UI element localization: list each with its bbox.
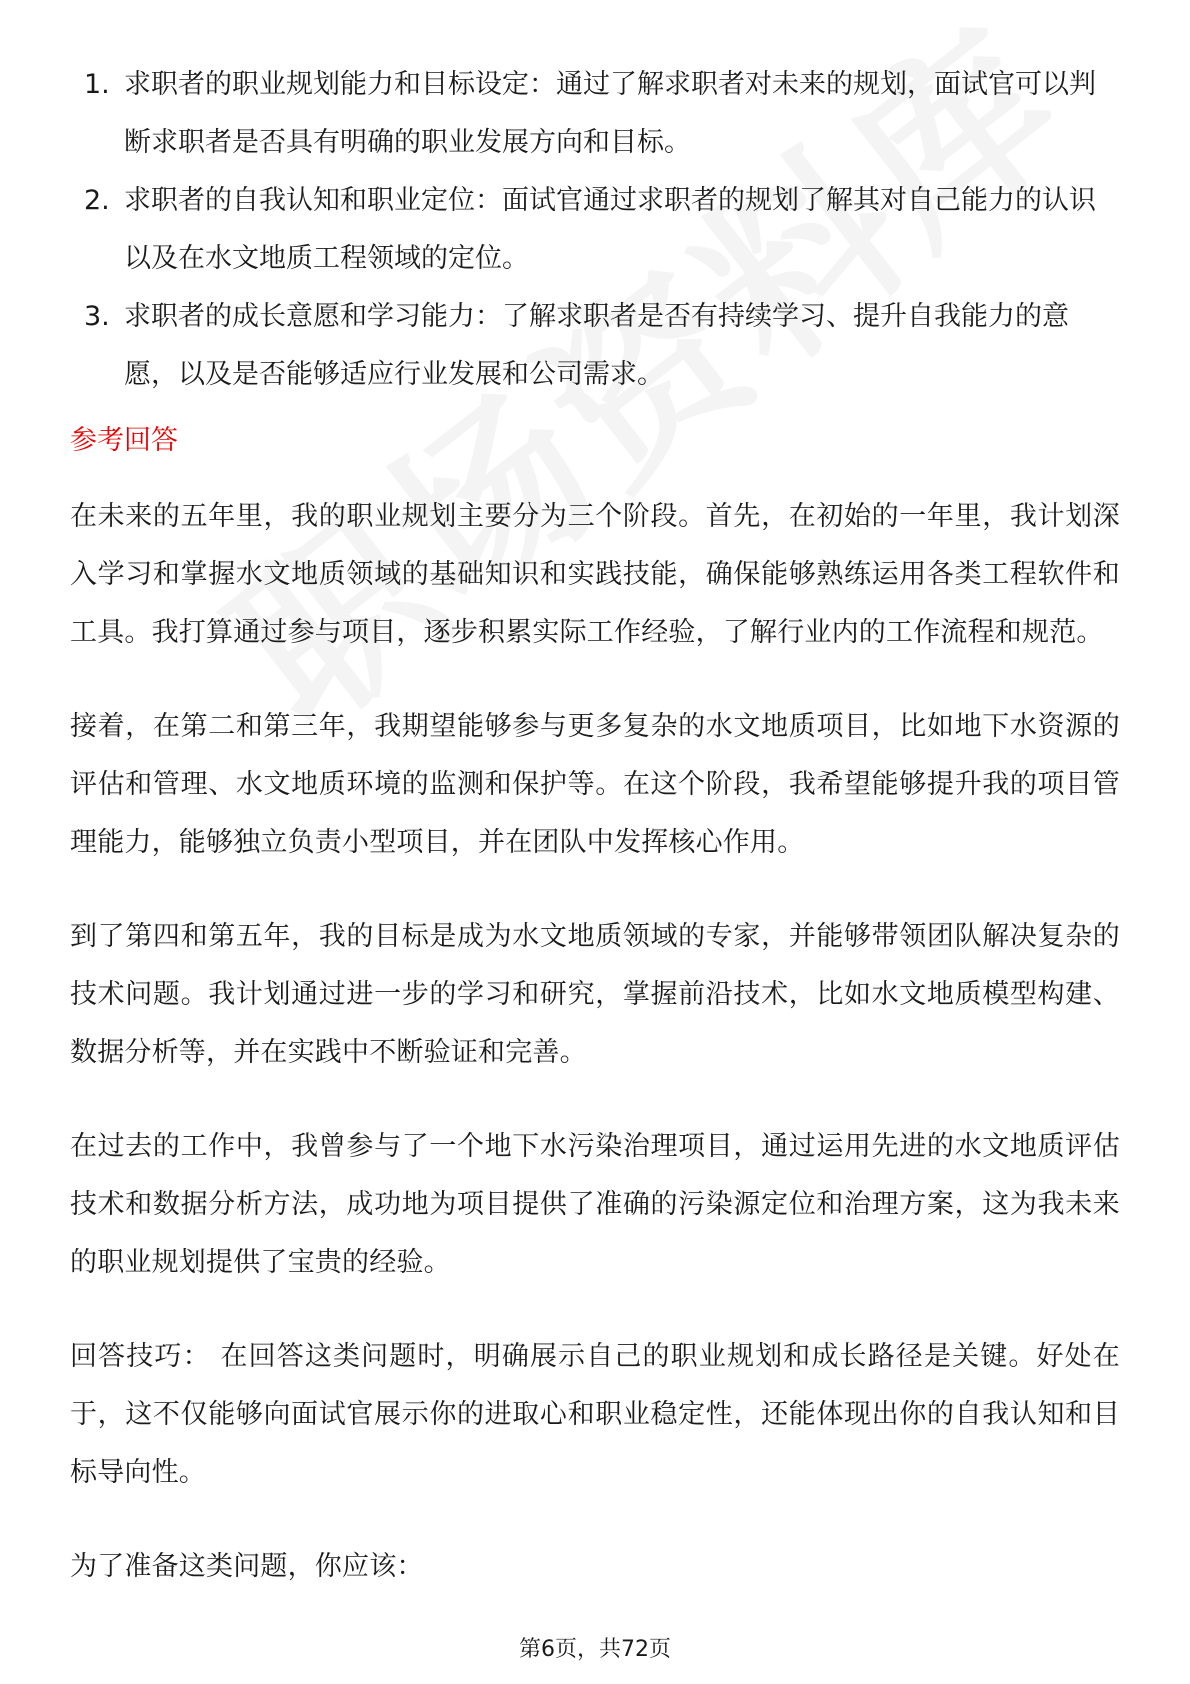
list-item-text: 求职者的成长意愿和学习能力：了解求职者是否有持续学习、提升自我能力的意愿，以及是否能够适应行业发展和公司需求。 (124, 301, 1069, 390)
list-item (70, 56, 1120, 172)
paragraph: 到了第四和第五年，我的目标是成为水文地质领域的专家，并能够带领团队解决复杂的技术问题。我计划通过进一步的学习和研究，掌握前沿技术，比如水文地质模型构建、数据分析等，并在实践中不断验证和完善。 (70, 921, 1120, 1068)
list-item-text: 求职者的自我认知和职业定位：面试官通过求职者的规划了解其对自己能力的认识以及在水文地质工程领域的定位。 (124, 185, 1096, 274)
answer-tips-paragraph: 回答技巧： 在回答这类问题时，明确展示自己的职业规划和成长路径是关键。好处在于，这不仅能够向面试官展示你的进取心和职业稳定性，还能体现出你的自我认知和目标导向性。 (70, 1341, 1120, 1488)
page-number-footer: 第6页，共72页 (519, 1637, 671, 1662)
list-item (70, 288, 1120, 404)
section-title: 参考回答 (70, 425, 178, 456)
list-item (70, 172, 1120, 288)
list-item-number: 1. (84, 69, 110, 100)
evaluation-criteria-list (70, 56, 1120, 404)
list-item-number: 3. (84, 301, 110, 332)
paragraph: 在未来的五年里，我的职业规划主要分为三个阶段。首先，在初始的一年里，我计划深入学习和掌握水文地质领域的基础知识和实践技能，确保能够熟练运用各类工程软件和工具。我打算通过参与项目，逐步积累实际工作经验，了解行业内的工作流程和规范。 (70, 501, 1120, 648)
paragraph: 在过去的工作中，我曾参与了一个地下水污染治理项目，通过运用先进的水文地质评估技术和数据分析方法，成功地为项目提供了准确的污染源定位和治理方案，这为我未来的职业规划提供了宝贵的经验。 (70, 1131, 1120, 1278)
list-item-text: 求职者的职业规划能力和目标设定：通过了解求职者对未来的规划，面试官可以判断求职者是否具有明确的职业发展方向和目标。 (124, 69, 1096, 158)
paragraph: 接着，在第二和第三年，我期望能够参与更多复杂的水文地质项目，比如地下水资源的评估和管理、水文地质环境的监测和保护等。在这个阶段，我希望能够提升我的项目管理能力，能够独立负责小型项目，并在团队中发挥核心作用。 (70, 711, 1120, 858)
list-item-number: 2. (84, 185, 110, 216)
preparation-intro: 为了准备这类问题，你应该： (70, 1551, 424, 1582)
page-content (70, 56, 1120, 1596)
